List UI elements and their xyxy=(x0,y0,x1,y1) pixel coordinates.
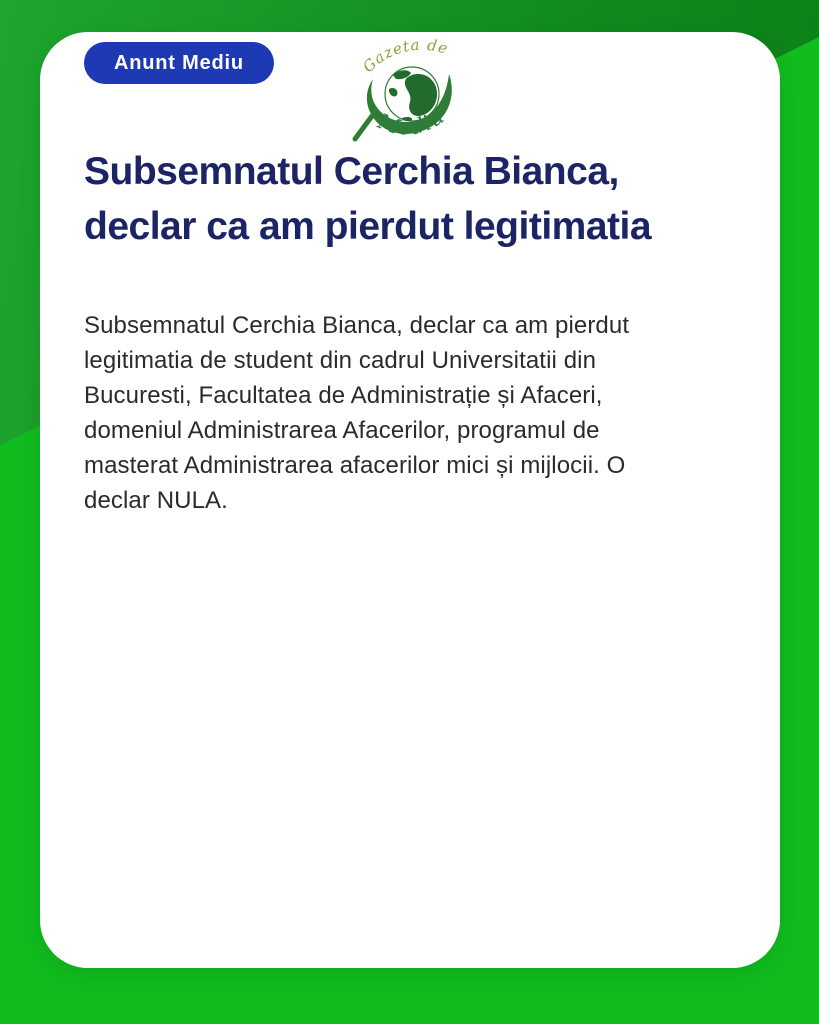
anunt-mediu-badge[interactable] xyxy=(84,42,274,84)
logo-graphic xyxy=(347,34,473,146)
logo-top-text: Gazeta de xyxy=(359,35,451,77)
body-line-1: Subsemnatul Cerchia Bianca, declar ca am pierdut xyxy=(84,312,630,339)
page-title-line-2: declar ca am pierdut legitimatia xyxy=(84,205,652,248)
body-line-2: legitimatia de student din cadrul Universitatii din xyxy=(84,347,597,374)
body-line-3: Bucuresti, Facultatea de Administrație și Afaceri, xyxy=(84,382,603,409)
anunt-mediu-badge-label: Anunt Mediu xyxy=(114,51,244,74)
body-line-6: declar NULA. xyxy=(84,487,228,514)
announcement-card xyxy=(40,32,780,968)
body-line-5: masterat Administrarea afacerilor mici și mijlocii. O xyxy=(84,452,626,479)
page-title xyxy=(84,144,754,254)
page-title-line-1: Subsemnatul Cerchia Bianca, xyxy=(84,150,619,193)
announcement-body xyxy=(84,308,744,518)
body-line-4: domeniul Administrarea Afacerilor, programul de xyxy=(84,417,600,444)
logo-bottom-text: Mediu xyxy=(374,103,450,140)
gazeta-de-mediu-logo xyxy=(347,34,473,146)
